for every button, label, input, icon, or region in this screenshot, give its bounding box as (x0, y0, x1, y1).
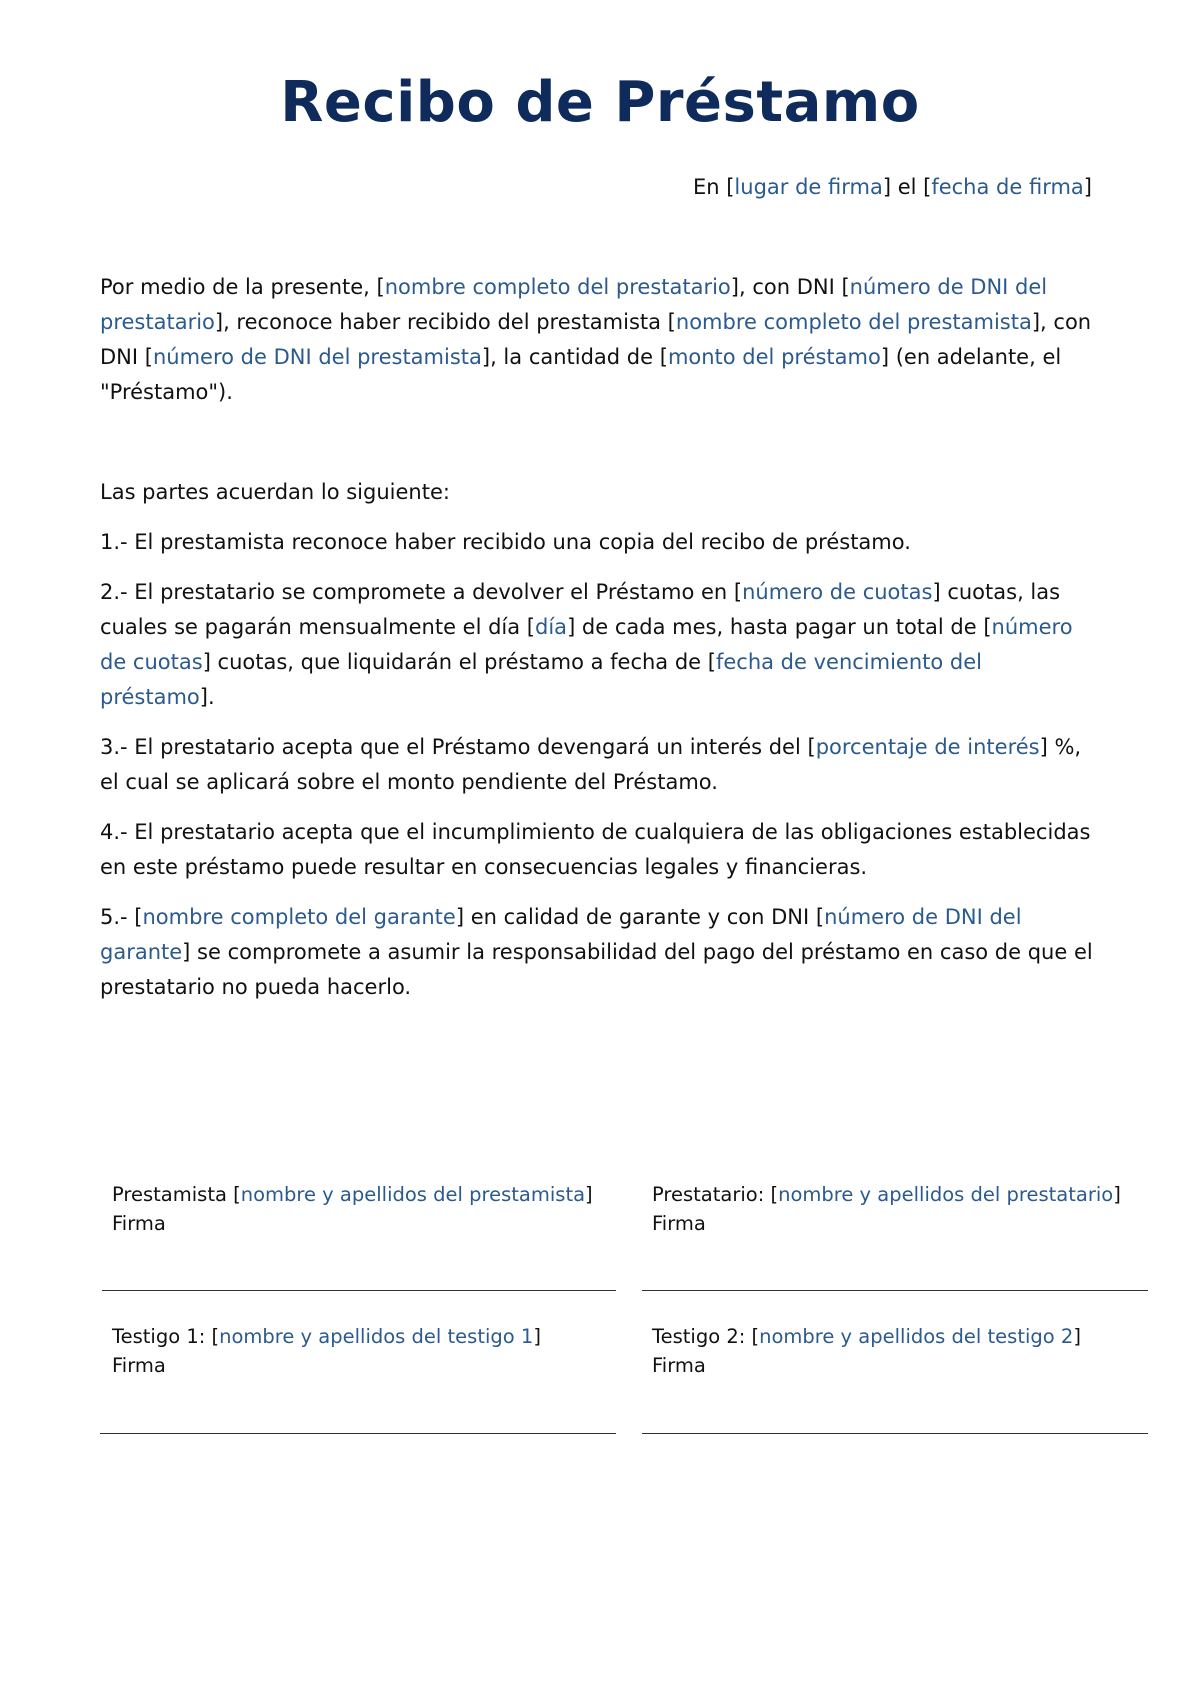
clause-text: 5.- [ (100, 905, 143, 929)
intro-text: ], reconoce haber recibido del prestamista [ (214, 310, 676, 334)
signature-line-testigo-1 (100, 1433, 616, 1434)
placeholder-nombre-prestatario: nombre y apellidos del prestatario (778, 1183, 1114, 1206)
clause-text: 3.- El prestatario acepta que el Préstamo devengará un interés del [ (100, 735, 816, 759)
place-date-text: ] el [ (882, 175, 932, 199)
signature-block-testigo-2 (652, 1322, 1081, 1380)
clause-1: 1.- El prestamista reconoce haber recibido una copia del recibo de préstamo. (100, 530, 911, 554)
intro-text: ], con DNI [ (730, 275, 850, 299)
signature-line-testigo-2 (642, 1433, 1148, 1434)
placeholder-dia: día (535, 615, 568, 639)
placeholder-nombre-testigo-1: nombre y apellidos del testigo 1 (219, 1325, 534, 1348)
signature-label (652, 1180, 1121, 1209)
placeholder-prestamista-nombre: nombre completo del prestamista (675, 310, 1032, 334)
placeholder-garante-nombre: nombre completo del garante (142, 905, 456, 929)
signature-firma-label: Firma (652, 1212, 706, 1235)
placeholder-porcentaje-interes: porcentaje de interés (815, 735, 1040, 759)
clause-text: ]. (199, 685, 215, 709)
signature-line-prestamista (102, 1290, 616, 1291)
signature-firma-label: Firma (652, 1354, 706, 1377)
clause-text: ] cuotas, que liquidarán el préstamo a fecha de [ (202, 650, 716, 674)
placeholder-lugar-firma: lugar de firma (734, 175, 883, 199)
clause-text: ] cuotas, las cuales se pagarán mensualmente el día [ (100, 580, 1061, 639)
signature-role: Testigo 1: [ (112, 1325, 220, 1348)
signature-bracket: ] (585, 1183, 593, 1206)
clause-text: ] de cada mes, hasta pagar un total de [ (567, 615, 992, 639)
placeholder-fecha-vencimiento: fecha de vencimiento del préstamo (100, 650, 983, 709)
place-date-line (693, 172, 1092, 202)
signature-line-prestatario (642, 1290, 1148, 1291)
clause-text: ] en calidad de garante y con DNI [ (455, 905, 825, 929)
intro-text: ], la cantidad de [ (481, 345, 668, 369)
signature-bracket: ] (533, 1325, 541, 1348)
placeholder-prestatario-dni: número de DNI del prestatario (100, 275, 1048, 334)
clause-text: ] se compromete a asumir la responsabilidad del pago del préstamo en caso de que el prestatario no pueda hacerlo. (100, 940, 1093, 999)
clause-2 (100, 575, 1100, 715)
signature-block-prestamista (112, 1180, 593, 1238)
intro-text: ], con DNI [ (100, 310, 1092, 369)
placeholder-prestamista-dni: número de DNI del prestamista (152, 345, 482, 369)
signature-label (112, 1322, 541, 1351)
intro-paragraph (100, 270, 1100, 410)
signature-label (112, 1180, 593, 1209)
clause-text: ] %, el cual se aplicará sobre el monto pendiente del Préstamo. (100, 735, 1082, 794)
signature-block-testigo-1 (112, 1322, 541, 1380)
place-date-text: En [ (692, 175, 735, 199)
placeholder-garante-dni: número de DNI del garante (100, 905, 1022, 964)
placeholder-nombre-prestamista: nombre y apellidos del prestamista (240, 1183, 586, 1206)
clause-5 (100, 900, 1100, 1005)
signature-role: Testigo 2: [ (652, 1325, 760, 1348)
signature-bracket: ] (1113, 1183, 1121, 1206)
signature-bracket: ] (1073, 1325, 1081, 1348)
placeholder-monto: monto del préstamo (667, 345, 881, 369)
signature-firma-label: Firma (112, 1212, 166, 1235)
signature-role: Prestatario: [ (652, 1183, 779, 1206)
signature-label (652, 1322, 1081, 1351)
placeholder-fecha-firma: fecha de firma (931, 175, 1084, 199)
signature-block-prestatario (652, 1180, 1121, 1238)
intro-text: Por medio de la presente, [ (100, 275, 385, 299)
document-body (100, 270, 1100, 1020)
clause-3 (100, 730, 1100, 800)
placeholder-numero-cuotas: número de cuotas (742, 580, 933, 604)
placeholder-nombre-testigo-2: nombre y apellidos del testigo 2 (759, 1325, 1074, 1348)
intro-text: ] (en adelante, el "Préstamo"). (100, 345, 1062, 404)
clause-text: 2.- El prestatario se compromete a devolver el Préstamo en [ (100, 580, 743, 604)
agreement-intro: Las partes acuerdan lo siguiente: (100, 480, 450, 504)
placeholder-prestatario-nombre: nombre completo del prestatario (384, 275, 731, 299)
placeholder-numero-cuotas-total: número de cuotas (100, 615, 1073, 674)
signature-role: Prestamista [ (112, 1183, 241, 1206)
clause-4: 4.- El prestatario acepta que el incumplimiento de cualquiera de las obligaciones establecidas en este préstamo puede resultar en consecuencias legales y financieras. (100, 820, 1091, 879)
document-title: Recibo de Préstamo (280, 70, 920, 135)
signature-firma-label: Firma (112, 1354, 166, 1377)
place-date-text: ] (1083, 175, 1092, 199)
